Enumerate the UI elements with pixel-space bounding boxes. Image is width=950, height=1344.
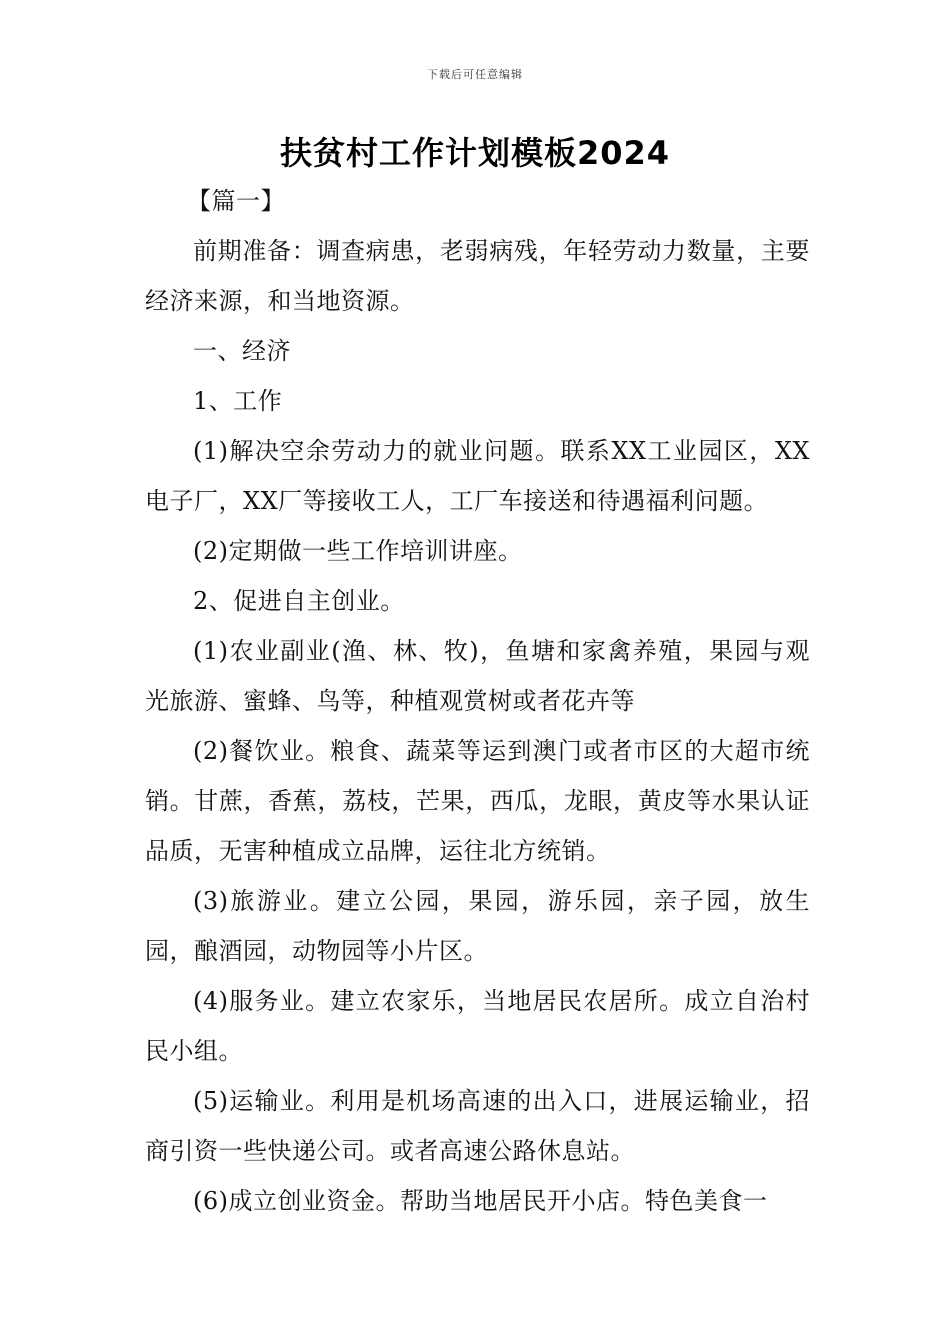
- paragraph: (1)农业副业(渔、林、牧)，鱼塘和家禽养殖，果园与观光旅游、蜜蜂、鸟等，种植观赏树或者花卉等: [145, 637, 810, 715]
- paragraph: 一、经济: [193, 337, 291, 365]
- document-title: 扶贫村工作计划模板2024: [279, 134, 671, 172]
- paragraph: (1)解决空余劳动力的就业问题。联系XX工业园区，XX电子厂，XX厂等接收工人，工厂车接送和待遇福利问题。: [145, 437, 810, 515]
- paragraph: 前期准备：调查病患，老弱病残，年轻劳动力数量，主要经济来源，和当地资源。: [145, 237, 810, 315]
- header-note: 下载后可任意编辑: [427, 68, 523, 81]
- section-heading: 【篇一】: [187, 187, 285, 215]
- paragraph: (4)服务业。建立农家乐，当地居民农居所。成立自治村民小组。: [145, 987, 810, 1065]
- paragraph: (2)餐饮业。粮食、蔬菜等运到澳门或者市区的大超市统销。甘蔗，香蕉，荔枝，芒果，西瓜，龙眼，黄皮等水果认证品质，无害种植成立品牌，运往北方统销。: [145, 737, 810, 865]
- paragraph: (5)运输业。利用是机场高速的出入口，进展运输业，招商引资一些快递公司。或者高速公路休息站。: [145, 1087, 810, 1165]
- paragraph: (6)成立创业资金。帮助当地居民开小店。特色美食一: [193, 1187, 768, 1215]
- paragraph: 2、促进自主创业。: [193, 587, 405, 615]
- paragraph: (3)旅游业。建立公园，果园，游乐园，亲子园，放生园，酿酒园，动物园等小片区。: [145, 887, 810, 965]
- paragraph: (2)定期做一些工作培训讲座。: [193, 537, 523, 565]
- paragraph: 1、工作: [193, 387, 283, 415]
- document-body: [145, 176, 810, 1226]
